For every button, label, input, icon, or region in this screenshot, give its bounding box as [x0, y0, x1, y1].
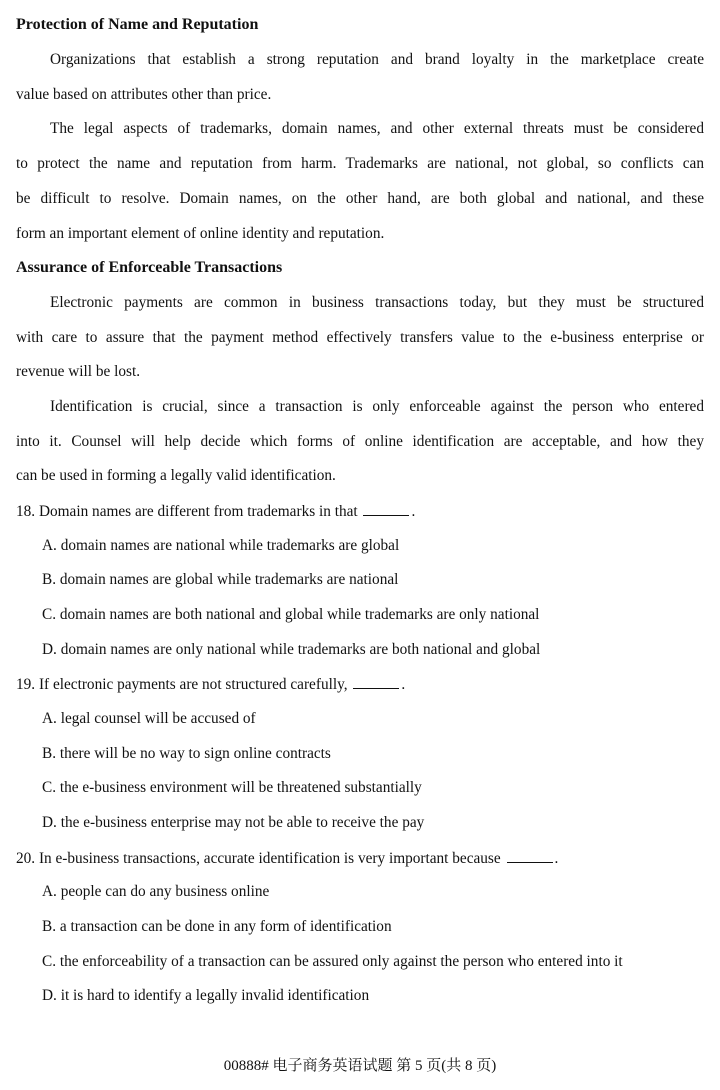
- question-stem-end: .: [554, 850, 559, 867]
- question-20-option-c: C. the enforceability of a transaction can be assured only against the person who entered into it: [42, 953, 623, 970]
- paragraph-line: The legal aspects of trademarks, domain names, and other external threats must be considered: [50, 120, 704, 137]
- paragraph-line: value based on attributes other than price.: [16, 86, 272, 103]
- paragraph-line: can be used in forming a legally valid identification.: [16, 467, 336, 484]
- paragraph-line: be difficult to resolve. Domain names, on the other hand, are both global and national, and these: [16, 190, 704, 207]
- answer-blank: [507, 848, 553, 863]
- answer-blank: [363, 501, 409, 516]
- question-20-option-a: A. people can do any business online: [42, 883, 270, 900]
- question-20-option-d: D. it is hard to identify a legally invalid identification: [42, 987, 370, 1004]
- section-heading-protection: Protection of Name and Reputation: [16, 16, 259, 33]
- section-heading-assurance: Assurance of Enforceable Transactions: [16, 259, 283, 276]
- question-18-stem: [16, 501, 704, 522]
- paragraph-line: Electronic payments are common in business transactions today, but they must be structured: [50, 294, 704, 311]
- question-20-stem: [16, 848, 704, 869]
- paragraph-line: Identification is crucial, since a transaction is only enforceable against the person who entered: [50, 398, 704, 415]
- answer-blank: [353, 674, 399, 689]
- paragraph-line: revenue will be lost.: [16, 363, 141, 380]
- page-footer: 00888# 电子商务英语试题 第 5 页(共 8 页): [223, 1058, 497, 1074]
- paragraph-line: Organizations that establish a strong reputation and brand loyalty in the marketplace create: [50, 51, 704, 68]
- question-stem-end: .: [411, 503, 416, 520]
- question-19-option-b: B. there will be no way to sign online contracts: [42, 745, 331, 762]
- question-stem-text: 19. If electronic payments are not structured carefully,: [16, 676, 348, 693]
- paragraph-line: with care to assure that the payment method effectively transfers value to the e-business enterprise or: [16, 329, 704, 346]
- paragraph-line: form an important element of online identity and reputation.: [16, 225, 385, 242]
- paragraph-line: to protect the name and reputation from harm. Trademarks are national, not global, so conflicts can: [16, 155, 704, 172]
- question-18-option-c: C. domain names are both national and global while trademarks are only national: [42, 606, 540, 623]
- question-19-option-d: D. the e-business enterprise may not be able to receive the pay: [42, 814, 425, 831]
- question-stem-text: 20. In e-business transactions, accurate identification is very important because: [16, 850, 501, 867]
- question-18-option-d: D. domain names are only national while trademarks are both national and global: [42, 641, 541, 658]
- question-stem-text: 18. Domain names are different from trademarks in that: [16, 503, 358, 520]
- question-stem-end: .: [401, 676, 406, 693]
- question-20-option-b: B. a transaction can be done in any form of identification: [42, 918, 392, 935]
- question-18-option-b: B. domain names are global while trademarks are national: [42, 571, 399, 588]
- question-19-option-a: A. legal counsel will be accused of: [42, 710, 256, 727]
- question-19-option-c: C. the e-business environment will be threatened substantially: [42, 779, 422, 796]
- paragraph-line: into it. Counsel will help decide which forms of online identification are acceptable, and how they: [16, 433, 704, 450]
- question-19-stem: [16, 674, 704, 695]
- question-18-option-a: A. domain names are national while trademarks are global: [42, 537, 400, 554]
